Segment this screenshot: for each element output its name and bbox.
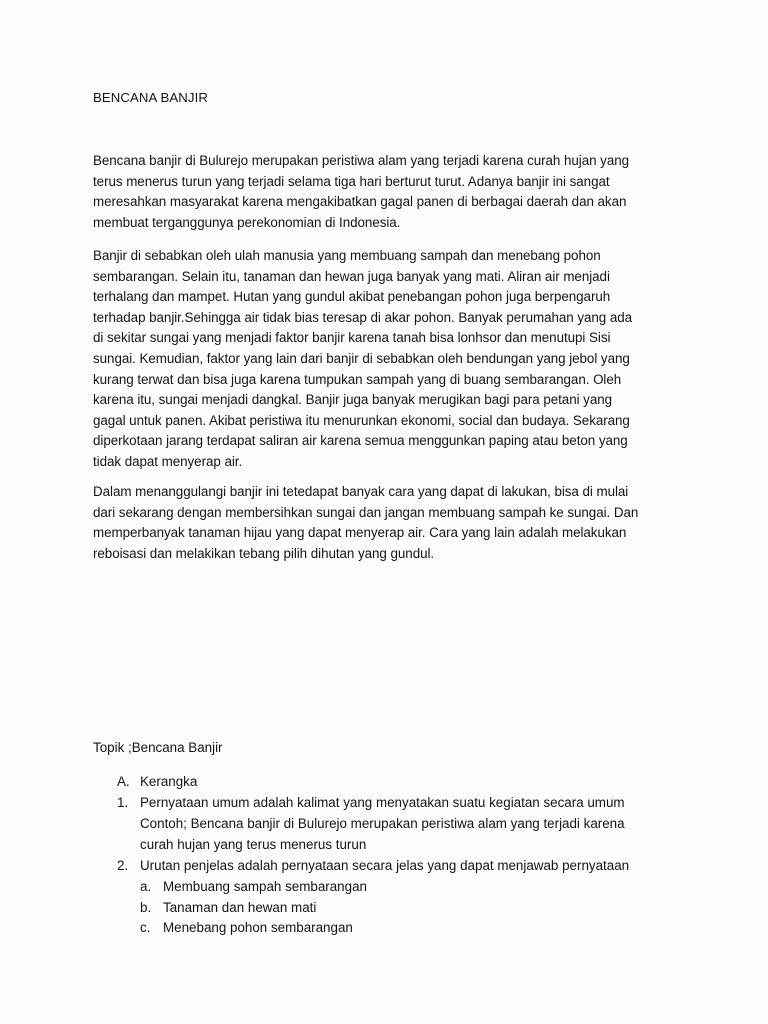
paragraph-intro [93,151,693,233]
text-line: terhadap banjir.Sehingga air tidak bias teresap di akar pohon. Banyak perumahan yang ada [93,309,633,325]
text-line: kurang terwat dan bisa juga karena tumpukan sampah yang di buang sembarangan. Oleh [93,371,622,387]
list-marker: 2. [117,858,129,873]
list-marker: c. [140,920,151,935]
list-marker: A. [117,774,130,789]
text-line: sembarangan. Selain itu, tanaman dan hewan juga banyak yang mati. Aliran air menjadi [93,268,610,284]
topic-heading: Topik ;Bencana Banjir [93,740,223,755]
text-line: di sekitar sungai yang menjadi faktor banjir karena tanah bisa lonhsor dan menutupi Sisi [93,330,611,346]
text-line: Banjir di sebabkan oleh ulah manusia yang membuang sampah dan menebang pohon [93,248,601,263]
list-text: Membuang sampah sembarangan [163,879,367,894]
list-text: Tanaman dan hewan mati [163,900,317,915]
paragraph-solutions [93,482,693,564]
text-line: terus menerus turun yang terjadi selama tiga hari berturut turut. Adanya banjir ini sangat [93,173,610,189]
text-line: dari sekarang dengan membersihkan sungai dan jangan membuang sampah ke sungai. Dan [93,504,639,520]
document-title: BENCANA BANJIR [93,90,208,105]
list-text: Pernyataan umum adalah kalimat yang menyatakan suatu kegiatan secara umum [140,795,625,810]
list-marker: 1. [117,795,129,810]
text-line: Bencana banjir di Bulurejo merupakan peristiwa alam yang terjadi karena curah hujan yang [93,153,630,168]
list-text: curah hujan yang terus menerus turun [140,837,367,852]
text-line: tidak dapat menyerap air. [93,453,243,469]
text-line: sungai. Kemudian, faktor yang lain dari banjir di sebabkan oleh bendungan yang jebol yang [93,350,630,366]
list-marker: b. [140,900,152,915]
text-line: reboisasi dan melakikan tebang pilih dihutan yang gundul. [93,545,435,561]
paragraph-causes [93,246,693,473]
list-marker: a. [140,879,152,894]
text-line: membuat terganggunya perekonomian di Indonesia. [93,214,401,230]
text-line: gagal untuk panen. Akibat peristiwa itu menurunkan ekonomi, social dan budaya. Sekarang [93,412,630,428]
text-line: memperbanyak tanaman hijau yang dapat menyerap air. Cara yang lain adalah melakukan [93,525,627,541]
list-text: Kerangka [140,774,198,789]
list-text: Urutan penjelas adalah pernyataan secara jelas yang dapat menjawab pernyataan [140,858,630,873]
text-line: Dalam menanggulangi banjir ini tetedapat banyak cara yang dapat di lakukan, bisa di mulai [93,484,629,499]
list-text: Menebang pohon sembarangan [163,920,353,935]
text-line: diperkotaan jarang terdapat saliran air karena semua menggunkan paping atau beton yang [93,433,628,449]
list-text: Contoh; Bencana banjir di Bulurejo merupakan peristiwa alam yang terjadi karena [140,816,625,831]
text-line: terhalang dan mampet. Hutan yang gundul akibat penebangan pohon juga berpengaruh [93,289,611,305]
text-line: karena itu, sungai menjadi dangkal. Banjir juga banyak merugikan bagi para petani yang [93,392,613,408]
text-line: meresahkan masyarakat karena mengakibatkan gagal panen di berbagai daerah dan akan [93,194,627,210]
